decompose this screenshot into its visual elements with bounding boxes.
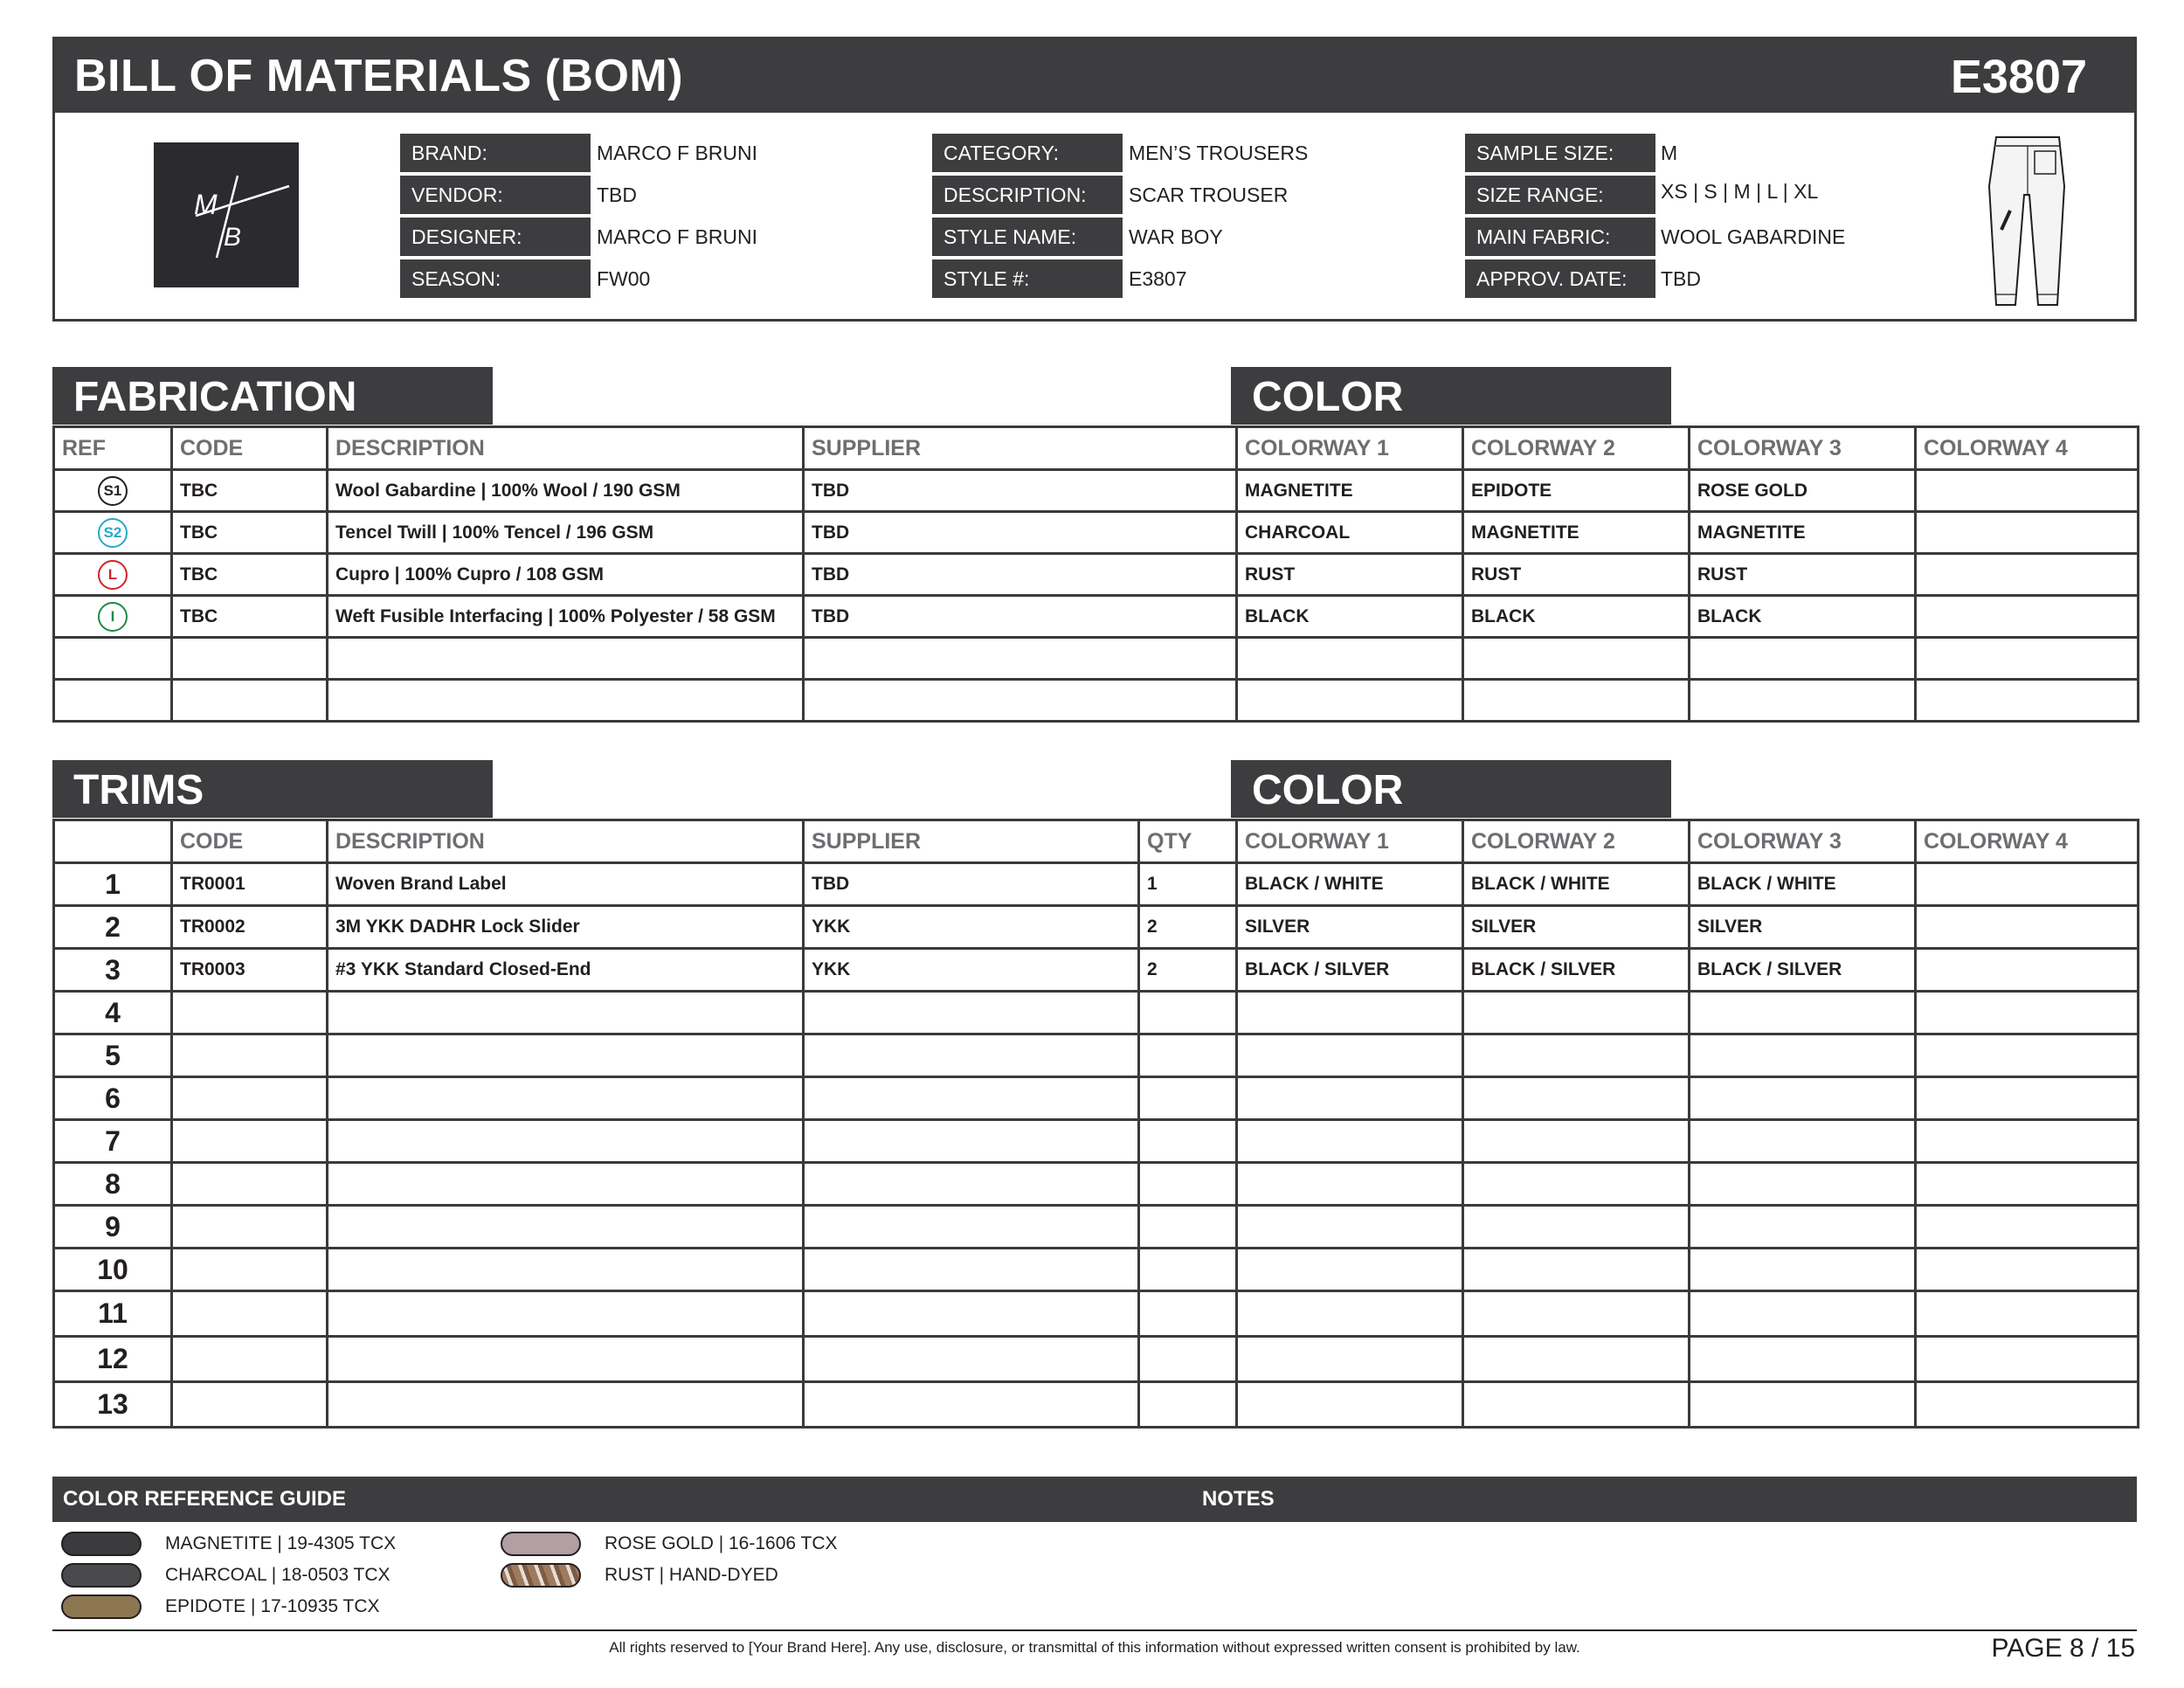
table-cell: Woven Brand Label	[328, 863, 804, 906]
table-cell	[1916, 1382, 2139, 1428]
column-header: COLORWAY 4	[1916, 820, 2139, 863]
table-cell	[172, 1382, 328, 1428]
row-number: 8	[54, 1163, 172, 1206]
table-row	[54, 1206, 2139, 1249]
table-row	[54, 596, 2139, 638]
row-number: 1	[54, 863, 172, 906]
brand-label: BRAND:	[400, 134, 591, 172]
style-code: E3807	[1950, 51, 2087, 103]
table-cell	[1463, 1034, 1690, 1077]
swatch-label: MAGNETITE | 19-4305 TCX	[165, 1533, 397, 1553]
table-cell	[172, 1163, 328, 1206]
style-number-value: E3807	[1129, 267, 1187, 290]
table-cell	[1690, 1291, 1916, 1337]
table-row	[54, 1120, 2139, 1163]
fabrication-color-section-title: COLOR	[1231, 367, 1671, 425]
table-cell	[328, 1077, 804, 1120]
column-header: CODE	[172, 427, 328, 470]
row-number: 3	[54, 949, 172, 992]
table-cell	[1237, 638, 1463, 680]
category-value: MEN’S TROUSERS	[1129, 142, 1309, 164]
table-cell	[1463, 638, 1690, 680]
swatch-label: EPIDOTE | 17-10935 TCX	[165, 1596, 380, 1616]
table-cell	[1690, 1206, 1916, 1249]
table-cell: TR0003	[172, 949, 328, 992]
table-cell: BLACK	[1237, 596, 1463, 638]
table-cell	[1463, 1120, 1690, 1163]
table-cell: 3M YKK DADHR Lock Slider	[328, 906, 804, 949]
ref-cell	[54, 638, 172, 680]
table-cell	[172, 680, 328, 722]
table-cell	[1237, 680, 1463, 722]
table-cell: TBC	[172, 470, 328, 512]
trouser-flat-sketch-icon	[1984, 134, 2071, 308]
row-number: 9	[54, 1206, 172, 1249]
column-header: SUPPLIER	[804, 427, 1237, 470]
row-number: 13	[54, 1382, 172, 1428]
bom-header	[52, 37, 2137, 322]
table-cell	[804, 1291, 1139, 1337]
sample-size-label: SAMPLE SIZE:	[1465, 134, 1655, 172]
table-cell: BLACK / WHITE	[1237, 863, 1463, 906]
season-label: SEASON:	[400, 259, 591, 298]
row-number: 7	[54, 1120, 172, 1163]
table-row	[54, 554, 2139, 596]
size-range-value: XS | S | M | L | XL	[1661, 180, 1819, 203]
table-cell	[804, 1206, 1139, 1249]
table-cell: Wool Gabardine | 100% Wool / 190 GSM	[328, 470, 804, 512]
designer-label: DESIGNER:	[400, 218, 591, 256]
table-cell	[1139, 1337, 1237, 1382]
table-cell: 1	[1139, 863, 1237, 906]
table-cell: #3 YKK Standard Closed-End	[328, 949, 804, 992]
row-number: 2	[54, 906, 172, 949]
table-cell	[172, 1249, 328, 1291]
table-cell	[1916, 1206, 2139, 1249]
swatch-label: CHARCOAL | 18-0503 TCX	[165, 1565, 390, 1585]
table-cell: BLACK / SILVER	[1463, 949, 1690, 992]
table-cell: 2	[1139, 906, 1237, 949]
table-cell	[804, 1034, 1139, 1077]
row-number: 12	[54, 1337, 172, 1382]
ref-badge-icon: L	[98, 560, 128, 590]
table-cell	[1139, 1291, 1237, 1337]
color-reference-title: COLOR REFERENCE GUIDE	[63, 1487, 347, 1511]
table-row	[54, 638, 2139, 680]
table-cell	[1690, 1249, 1916, 1291]
ref-cell	[54, 554, 172, 596]
ref-cell	[54, 596, 172, 638]
column-header: REF	[54, 427, 172, 470]
table-cell	[1916, 1249, 2139, 1291]
size-range-label: SIZE RANGE:	[1465, 176, 1655, 214]
copyright-notice: All rights reserved to [Your Brand Here]. Any use, disclosure, or transmittal of this information without expressed written consent is prohibited by law.	[609, 1639, 1580, 1656]
table-cell	[1237, 1034, 1463, 1077]
table-cell: Weft Fusible Interfacing | 100% Polyester / 58 GSM	[328, 596, 804, 638]
table-cell	[1690, 1077, 1916, 1120]
table-cell: TBD	[804, 554, 1237, 596]
table-cell: TBC	[172, 512, 328, 554]
header-bar	[55, 39, 2134, 113]
table-cell	[1237, 1120, 1463, 1163]
row-number: 6	[54, 1077, 172, 1120]
table-row	[54, 1249, 2139, 1291]
ref-badge-icon: S2	[98, 518, 128, 548]
table-cell: SILVER	[1463, 906, 1690, 949]
table-cell	[1916, 1120, 2139, 1163]
swatch-epidote	[61, 1595, 142, 1619]
column-header: COLORWAY 1	[1237, 427, 1463, 470]
table-cell: BLACK / WHITE	[1463, 863, 1690, 906]
table-cell: TBC	[172, 554, 328, 596]
mfb-monogram-logo	[154, 142, 299, 287]
table-cell	[1916, 638, 2139, 680]
column-header: COLORWAY 2	[1463, 820, 1690, 863]
swatch-charcoal	[61, 1563, 142, 1588]
table-cell	[1463, 1382, 1690, 1428]
table-cell	[172, 992, 328, 1034]
column-header: DESCRIPTION	[328, 427, 804, 470]
approval-date-label: APPROV. DATE:	[1465, 259, 1655, 298]
page-title: BILL OF MATERIALS (BOM)	[74, 51, 684, 101]
table-cell	[1916, 512, 2139, 554]
description-value: SCAR TROUSER	[1129, 183, 1289, 206]
table-cell: RUST	[1690, 554, 1916, 596]
table-cell	[1916, 906, 2139, 949]
table-cell	[1690, 1120, 1916, 1163]
table-cell	[172, 638, 328, 680]
table-cell	[328, 638, 804, 680]
table-cell: TBC	[172, 596, 328, 638]
swatch-label: RUST | HAND-DYED	[605, 1565, 778, 1585]
table-cell	[172, 1077, 328, 1120]
table-cell	[1463, 1249, 1690, 1291]
fabrication-section-title: FABRICATION	[52, 367, 493, 425]
table-cell	[1916, 1034, 2139, 1077]
table-row	[54, 1077, 2139, 1120]
table-cell: EPIDOTE	[1463, 470, 1690, 512]
table-cell	[1463, 1163, 1690, 1206]
table-cell	[1139, 1382, 1237, 1428]
table-cell	[328, 1206, 804, 1249]
table-cell	[328, 680, 804, 722]
row-number: 5	[54, 1034, 172, 1077]
table-cell	[1690, 1034, 1916, 1077]
column-header: COLORWAY 1	[1237, 820, 1463, 863]
table-cell: TBD	[804, 470, 1237, 512]
table-cell	[328, 1034, 804, 1077]
row-number: 11	[54, 1291, 172, 1337]
column-header: COLORWAY 2	[1463, 427, 1690, 470]
table-row	[54, 992, 2139, 1034]
table-cell	[1690, 992, 1916, 1034]
table-cell	[1237, 1291, 1463, 1337]
table-cell	[1916, 1163, 2139, 1206]
table-cell	[328, 1337, 804, 1382]
table-cell	[328, 1291, 804, 1337]
table-cell	[172, 1034, 328, 1077]
table-cell	[1916, 554, 2139, 596]
table-cell	[1690, 638, 1916, 680]
table-row	[54, 1337, 2139, 1382]
table-cell: SILVER	[1690, 906, 1916, 949]
table-cell	[1916, 1077, 2139, 1120]
table-cell	[1916, 1291, 2139, 1337]
column-header: COLORWAY 3	[1690, 820, 1916, 863]
row-number: 10	[54, 1249, 172, 1291]
page-number: PAGE 8 / 15	[1991, 1634, 2135, 1663]
table-cell	[1139, 1206, 1237, 1249]
table-cell	[1237, 992, 1463, 1034]
table-cell: Cupro | 100% Cupro / 108 GSM	[328, 554, 804, 596]
table-cell	[1463, 680, 1690, 722]
table-cell	[1139, 1120, 1237, 1163]
table-cell	[328, 1120, 804, 1163]
table-cell	[804, 1337, 1139, 1382]
table-cell	[1237, 1163, 1463, 1206]
row-number: 4	[54, 992, 172, 1034]
table-cell	[1916, 680, 2139, 722]
table-cell	[804, 1120, 1139, 1163]
table-cell	[1463, 992, 1690, 1034]
table-cell	[804, 638, 1237, 680]
swatch-magnetite	[61, 1532, 142, 1556]
trims-color-section-title: COLOR	[1231, 760, 1671, 818]
table-cell	[328, 1163, 804, 1206]
table-cell	[1916, 470, 2139, 512]
table-cell	[1690, 1337, 1916, 1382]
table-cell	[1139, 1163, 1237, 1206]
swatch-rose-gold	[501, 1532, 581, 1556]
table-cell: ROSE GOLD	[1690, 470, 1916, 512]
main-fabric-value: WOOL GABARDINE	[1661, 225, 1846, 248]
table-cell	[1237, 1337, 1463, 1382]
table-cell	[328, 1382, 804, 1428]
table-cell	[1463, 1337, 1690, 1382]
table-cell	[328, 1249, 804, 1291]
ref-cell	[54, 512, 172, 554]
table-cell: TBD	[804, 512, 1237, 554]
category-label: CATEGORY:	[932, 134, 1123, 172]
table-cell: MAGNETITE	[1463, 512, 1690, 554]
table-cell	[1690, 1163, 1916, 1206]
table-cell	[172, 1120, 328, 1163]
column-header: QTY	[1139, 820, 1237, 863]
trims-table	[52, 819, 2139, 1429]
column-header	[54, 820, 172, 863]
table-cell: BLACK / SILVER	[1690, 949, 1916, 992]
table-cell	[1139, 1077, 1237, 1120]
table-cell: MAGNETITE	[1690, 512, 1916, 554]
table-row	[54, 512, 2139, 554]
table-row	[54, 1163, 2139, 1206]
brand-value: MARCO F BRUNI	[597, 142, 757, 164]
table-cell	[1690, 680, 1916, 722]
footer-divider	[52, 1629, 2137, 1631]
table-cell	[1463, 1291, 1690, 1337]
style-name-value: WAR BOY	[1129, 225, 1223, 248]
table-row	[54, 906, 2139, 949]
column-header: COLORWAY 3	[1690, 427, 1916, 470]
table-cell	[328, 992, 804, 1034]
table-cell	[804, 1249, 1139, 1291]
table-row	[54, 470, 2139, 512]
color-reference-bar	[52, 1477, 2137, 1522]
column-header: DESCRIPTION	[328, 820, 804, 863]
vendor-value: TBD	[597, 183, 637, 206]
table-cell	[804, 1382, 1139, 1428]
table-cell: BLACK	[1690, 596, 1916, 638]
ref-badge-icon: S1	[98, 476, 128, 506]
main-fabric-label: MAIN FABRIC:	[1465, 218, 1655, 256]
table-row	[54, 949, 2139, 992]
ref-cell	[54, 470, 172, 512]
table-cell: BLACK / SILVER	[1237, 949, 1463, 992]
swatch-label: ROSE GOLD | 16-1606 TCX	[605, 1533, 838, 1553]
table-cell	[1237, 1206, 1463, 1249]
table-cell	[172, 1291, 328, 1337]
style-number-label: STYLE #:	[932, 259, 1123, 298]
table-cell	[1237, 1249, 1463, 1291]
table-cell	[172, 1337, 328, 1382]
table-cell	[1139, 992, 1237, 1034]
table-cell: RUST	[1237, 554, 1463, 596]
designer-value: MARCO F BRUNI	[597, 225, 757, 248]
table-cell	[804, 1163, 1139, 1206]
table-cell: RUST	[1463, 554, 1690, 596]
description-label: DESCRIPTION:	[932, 176, 1123, 214]
ref-cell	[54, 680, 172, 722]
table-cell	[804, 1077, 1139, 1120]
table-cell	[1237, 1077, 1463, 1120]
table-cell	[1916, 992, 2139, 1034]
table-cell: TBD	[804, 863, 1139, 906]
column-header: CODE	[172, 820, 328, 863]
table-cell	[1916, 1337, 2139, 1382]
table-cell: YKK	[804, 949, 1139, 992]
svg-text:B: B	[224, 223, 242, 252]
table-row	[54, 1034, 2139, 1077]
table-cell	[1916, 863, 2139, 906]
table-cell: MAGNETITE	[1237, 470, 1463, 512]
table-cell	[804, 992, 1139, 1034]
table-row	[54, 1291, 2139, 1337]
table-cell	[1690, 1382, 1916, 1428]
svg-text:M: M	[194, 189, 218, 220]
table-cell	[1463, 1077, 1690, 1120]
swatch-rust	[501, 1563, 581, 1588]
table-cell: CHARCOAL	[1237, 512, 1463, 554]
trims-section-title: TRIMS	[52, 760, 493, 818]
fabrication-table	[52, 425, 2139, 723]
table-cell	[1139, 1034, 1237, 1077]
season-value: FW00	[597, 267, 651, 290]
table-cell	[1139, 1249, 1237, 1291]
table-cell	[1916, 596, 2139, 638]
vendor-label: VENDOR:	[400, 176, 591, 214]
table-row	[54, 680, 2139, 722]
table-cell: TR0002	[172, 906, 328, 949]
notes-title: NOTES	[1202, 1487, 1275, 1511]
ref-badge-icon: I	[98, 602, 128, 632]
table-cell: YKK	[804, 906, 1139, 949]
table-cell	[1916, 949, 2139, 992]
table-cell: 2	[1139, 949, 1237, 992]
style-name-label: STYLE NAME:	[932, 218, 1123, 256]
table-cell	[804, 680, 1237, 722]
table-cell	[1463, 1206, 1690, 1249]
table-cell: TBD	[804, 596, 1237, 638]
table-cell: BLACK / WHITE	[1690, 863, 1916, 906]
table-cell: TR0001	[172, 863, 328, 906]
table-cell: BLACK	[1463, 596, 1690, 638]
column-header: COLORWAY 4	[1916, 427, 2139, 470]
column-header: SUPPLIER	[804, 820, 1139, 863]
table-cell: SILVER	[1237, 906, 1463, 949]
table-cell: Tencel Twill | 100% Tencel / 196 GSM	[328, 512, 804, 554]
table-cell	[172, 1206, 328, 1249]
approval-date-value: TBD	[1661, 267, 1701, 290]
table-cell	[1237, 1382, 1463, 1428]
sample-size-value: M	[1661, 142, 1678, 164]
table-row	[54, 863, 2139, 906]
table-row	[54, 1382, 2139, 1428]
